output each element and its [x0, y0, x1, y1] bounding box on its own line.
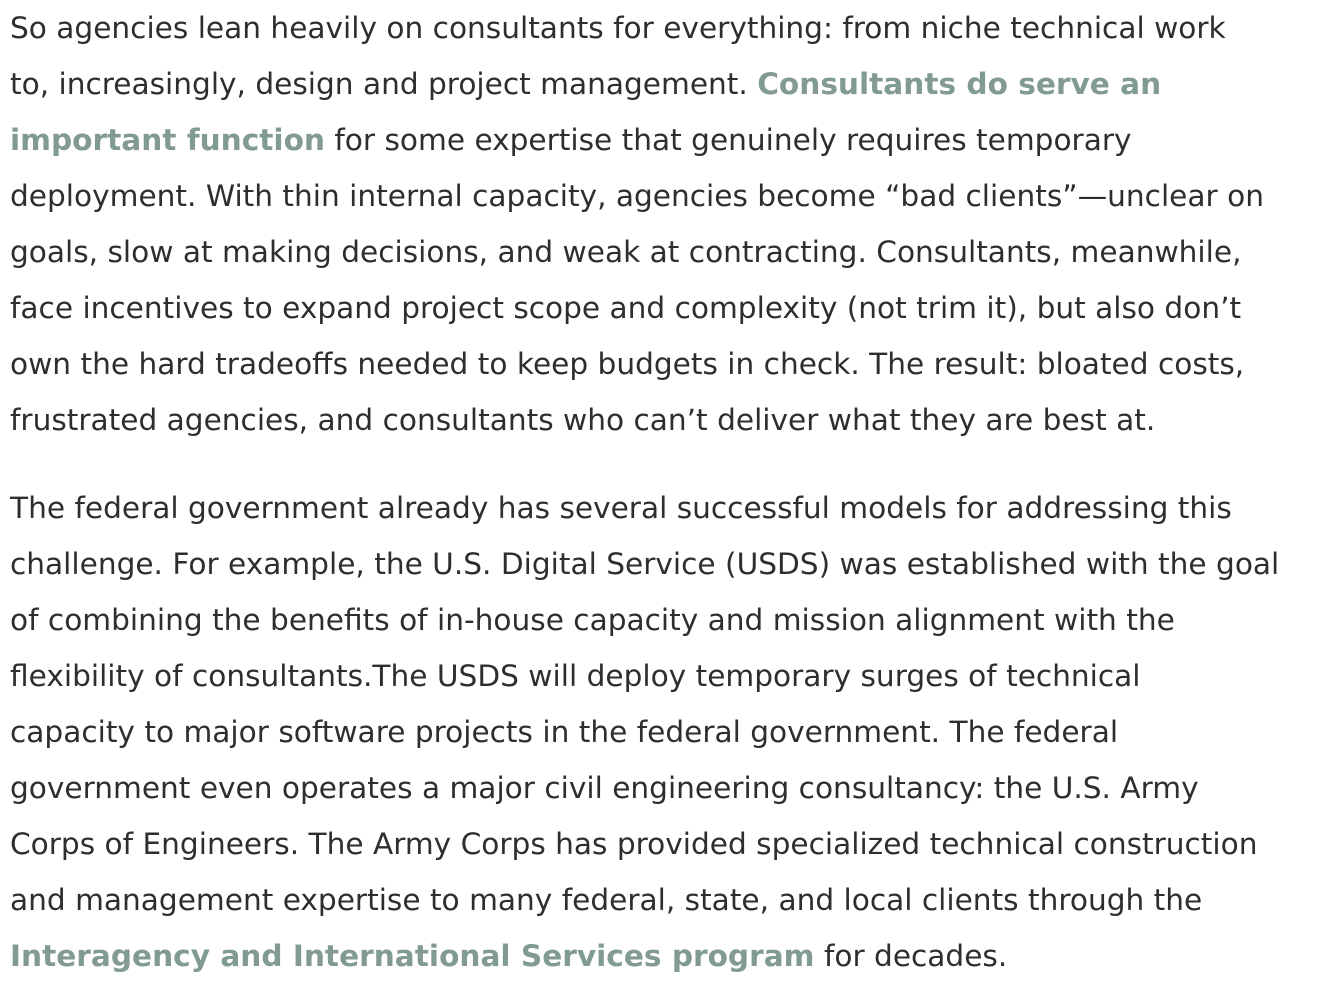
text-segment: to, increasingly, design and project management.: [10, 67, 758, 101]
consultants-important-function-link[interactable]: Consultants do serve an: [757, 67, 1162, 101]
text-line: [10, 56, 1318, 112]
text-line: deployment. With thin internal capacity, agencies become “bad clients”—unclear on: [10, 179, 1264, 213]
text-line: flexibility of consultants.The USDS will deploy temporary surges of technical: [10, 659, 1141, 693]
text-line: Corps of Engineers. The Army Corps has provided specialized technical construction: [10, 827, 1258, 861]
text-segment: for decades.: [814, 939, 1008, 973]
text-line: and management expertise to many federal, state, and local clients through the: [10, 883, 1203, 917]
text-line: frustrated agencies, and consultants who can’t deliver what they are best at.: [10, 403, 1156, 437]
text-line: [10, 928, 1318, 984]
text-line: face incentives to expand project scope and complexity (not trim it), but also don’t: [10, 291, 1242, 325]
text-line: challenge. For example, the U.S. Digital Service (USDS) was established with the goal: [10, 547, 1280, 581]
paragraph-consultants: [10, 0, 1318, 448]
paragraph-federal-models: [10, 480, 1318, 984]
text-line: capacity to major software projects in the federal government. The federal: [10, 715, 1119, 749]
text-line: government even operates a major civil engineering consultancy: the U.S. Army: [10, 771, 1199, 805]
text-line: [10, 112, 1318, 168]
text-line: own the hard tradeoffs needed to keep budgets in check. The result: bloated costs,: [10, 347, 1245, 381]
consultants-important-function-link-continued[interactable]: important function: [10, 123, 325, 157]
text-line: So agencies lean heavily on consultants for everything: from niche technical work: [10, 11, 1226, 45]
text-line: goals, slow at making decisions, and weak at contracting. Consultants, meanwhile,: [10, 235, 1242, 269]
text-line: of combining the benefits of in-house capacity and mission alignment with the: [10, 603, 1175, 637]
text-line: The federal government already has several successful models for addressing this: [10, 491, 1232, 525]
text-segment: for some expertise that genuinely requires temporary: [324, 123, 1132, 157]
interagency-services-program-link[interactable]: Interagency and International Services program: [10, 939, 815, 973]
